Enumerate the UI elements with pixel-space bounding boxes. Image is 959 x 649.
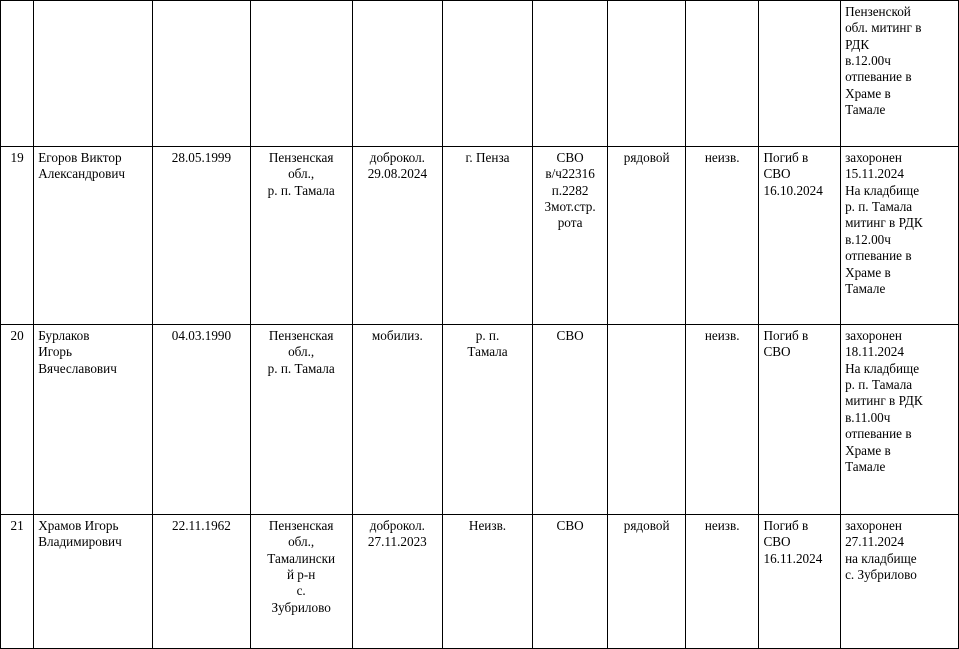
notes-line-4: р. п. Тамала	[845, 199, 913, 215]
death-line-2: СВО	[763, 534, 791, 550]
highlighted-name	[38, 518, 148, 551]
death-line-1: Погиб в	[763, 518, 809, 533]
notes-line-9: Тамале	[845, 280, 886, 296]
cell-awards: неизв.	[685, 325, 759, 515]
notes-line-3: на кладбище	[845, 550, 917, 566]
notes-line-4: в.12.00ч	[845, 53, 891, 69]
unit-line-3: п.2282	[551, 182, 589, 198]
table-row	[1, 515, 959, 649]
notes-line-6: Храме в	[845, 85, 891, 101]
unit-line-4: 3мот.стр.	[544, 199, 596, 215]
notes-line-7: отпевание в	[845, 248, 912, 264]
cell-enlistment-place: Неизв.	[443, 515, 533, 649]
cell-birth-date: 22.11.1962	[153, 515, 251, 649]
death-line-1: Погиб в	[763, 150, 809, 165]
cell-unit: СВО	[532, 515, 608, 649]
cell-rank	[608, 325, 686, 515]
cell-birth-place	[250, 325, 352, 515]
cell-full-name	[34, 515, 153, 649]
cell-birth-place	[250, 1, 352, 147]
notes-line-4: с. Зубрилово	[845, 567, 917, 583]
call-line-2: Тамала	[467, 344, 508, 360]
name-line-1: Бурлаков	[38, 328, 90, 343]
unit-line-5: рота	[557, 215, 583, 231]
cell-rank	[608, 1, 686, 147]
notes-line-5: митинг в РДК	[845, 393, 923, 409]
cell-enlistment-type	[352, 1, 443, 147]
place-line-4: й р-н	[286, 567, 316, 583]
cell-birth-place	[250, 147, 352, 325]
cell-birth-date	[153, 1, 251, 147]
notes-line-5: отпевание в	[845, 69, 912, 85]
notes-line-2: 27.11.2024	[845, 534, 904, 550]
table-row	[1, 1, 959, 147]
notes-line-8: Храме в	[845, 442, 891, 458]
table-row	[1, 325, 959, 515]
notes-line-1: захоронен	[845, 518, 902, 533]
notes-line-5: митинг в РДК	[845, 215, 923, 231]
notes-line-6: в.12.00ч	[845, 231, 891, 247]
name-line-2: Владимирович	[38, 534, 122, 550]
enlist-line-2: 27.11.2023	[367, 534, 427, 550]
enlist-line-1: доброкол.	[369, 150, 425, 165]
notes-line-1: захоронен	[845, 150, 902, 165]
call-line-1: р. п.	[475, 328, 500, 343]
notes-line-1: захоронен	[845, 328, 902, 343]
cell-full-name	[34, 325, 153, 515]
place-line-1: Пензенская	[268, 150, 334, 165]
notes-line-2: 15.11.2024	[845, 166, 904, 182]
table-row	[1, 147, 959, 325]
name-line-3: Вячеславович	[38, 360, 117, 376]
notes-line-2: обл. митинг в	[845, 20, 922, 36]
cell-enlistment-type	[352, 147, 443, 325]
place-line-2: обл.,	[288, 166, 315, 182]
notes-line-8: Храме в	[845, 264, 891, 280]
place-line-6: Зубрилово	[271, 599, 331, 615]
place-line-5: с.	[296, 583, 306, 599]
place-line-3: Тамалински	[267, 550, 336, 566]
notes-line-6: в.11.00ч	[845, 409, 891, 425]
cell-enlistment-type: мобилиз.	[352, 325, 443, 515]
cell-birth-date: 28.05.1999	[153, 147, 251, 325]
cell-notes	[841, 147, 959, 325]
cell-notes	[841, 325, 959, 515]
cell-rank: рядовой	[608, 147, 686, 325]
cell-enlistment-place	[443, 1, 533, 147]
notes-line-9: Тамале	[845, 458, 886, 474]
cell-enlistment-place: г. Пенза	[443, 147, 533, 325]
cell-death	[759, 147, 841, 325]
cell-unit	[532, 1, 608, 147]
place-line-1: Пензенская	[268, 518, 334, 533]
notes-line-3: На кладбище	[845, 182, 920, 198]
death-line-3: 16.10.2024	[763, 182, 823, 198]
cell-unit	[532, 147, 608, 325]
notes-line-2: 18.11.2024	[845, 344, 904, 360]
cell-awards	[685, 1, 759, 147]
place-line-1: Пензенская	[268, 328, 334, 343]
death-line-2: СВО	[763, 166, 791, 182]
cell-death	[759, 325, 841, 515]
cell-notes	[841, 1, 959, 147]
name-line-1: Егоров Виктор	[38, 150, 122, 165]
notes-line-3: РДК	[845, 36, 870, 52]
place-line-3: р. п. Тамала	[267, 360, 335, 376]
name-line-1: Храмов Игорь	[38, 518, 119, 533]
place-line-3: р. п. Тамала	[267, 182, 335, 198]
cell-awards: неизв.	[685, 147, 759, 325]
notes-line-7: отпевание в	[845, 426, 912, 442]
unit-line-2: в/ч22316	[545, 166, 595, 182]
death-line-3: 16.11.2024	[763, 550, 823, 566]
cell-awards: неизв.	[685, 515, 759, 649]
cell-row-number: 19	[1, 147, 34, 325]
cell-notes	[841, 515, 959, 649]
cell-birth-date: 04.03.1990	[153, 325, 251, 515]
cell-row-number	[1, 1, 34, 147]
death-line-2: СВО	[763, 344, 791, 360]
death-line-1: Погиб в	[763, 328, 809, 343]
cell-row-number: 20	[1, 325, 34, 515]
cell-unit: СВО	[532, 325, 608, 515]
place-line-2: обл.,	[288, 534, 315, 550]
name-line-2: Александрович	[38, 166, 126, 182]
notes-line-7: Тамале	[845, 102, 886, 118]
cell-full-name	[34, 147, 153, 325]
unit-line-1: СВО	[556, 150, 584, 165]
cell-enlistment-type	[352, 515, 443, 649]
cell-full-name	[34, 1, 153, 147]
notes-line-3: На кладбище	[845, 360, 920, 376]
cell-birth-place	[250, 515, 352, 649]
enlist-line-2: 29.08.2024	[367, 166, 428, 182]
cell-enlistment-place	[443, 325, 533, 515]
cell-death	[759, 515, 841, 649]
notes-line-1: Пензенской	[845, 4, 911, 19]
name-line-2: Игорь	[38, 344, 73, 360]
notes-line-4: р. п. Тамала	[845, 377, 913, 393]
cell-death	[759, 1, 841, 147]
cell-rank: рядовой	[608, 515, 686, 649]
place-line-2: обл.,	[288, 344, 315, 360]
cell-row-number: 21	[1, 515, 34, 649]
enlist-line-1: доброкол.	[369, 518, 425, 533]
